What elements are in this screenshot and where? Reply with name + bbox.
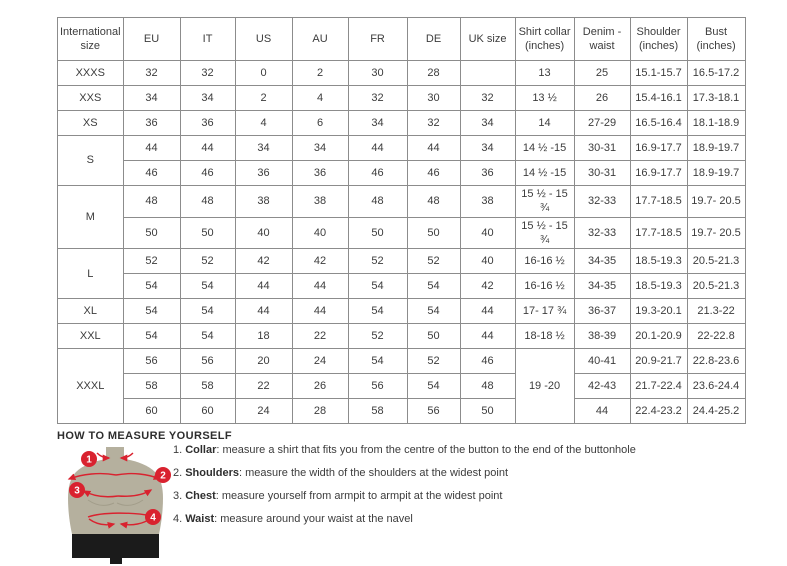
header-row bbox=[58, 18, 746, 61]
table-cell: 44 bbox=[123, 136, 180, 161]
table-cell: 36 bbox=[292, 161, 348, 186]
table-cell: 24 bbox=[235, 399, 292, 424]
table-cell: 0 bbox=[235, 61, 292, 86]
table-cell: 19.7- 20.5 bbox=[687, 217, 745, 249]
table-cell: 44 bbox=[348, 136, 407, 161]
table-cell: 16.5-16.4 bbox=[630, 111, 687, 136]
table-cell: 54 bbox=[180, 299, 235, 324]
table-cell: 14 bbox=[515, 111, 574, 136]
table-cell: 16.9-17.7 bbox=[630, 136, 687, 161]
marker-number-chest: 3 bbox=[74, 485, 80, 497]
step-number: 3. bbox=[173, 489, 183, 502]
table-cell: 52 bbox=[407, 249, 460, 274]
step-text: : measure a shirt that fits you from the centre of the button to the end of the buttonhole bbox=[216, 444, 636, 456]
table-cell: 18.5-19.3 bbox=[630, 249, 687, 274]
table-cell: 46 bbox=[348, 161, 407, 186]
header-cell: Shoulder (inches) bbox=[630, 18, 687, 61]
table-cell: 56 bbox=[407, 399, 460, 424]
table-cell: 58 bbox=[348, 399, 407, 424]
table-cell: 34 bbox=[460, 111, 515, 136]
step-text: : measure the width of the shoulders at the widest point bbox=[238, 466, 509, 479]
table-cell: 44 bbox=[180, 136, 235, 161]
table-cell: 54 bbox=[348, 299, 407, 324]
header-cell: US bbox=[235, 18, 292, 61]
table-cell: 15 ½ - 15 ¾ bbox=[515, 217, 574, 249]
table-cell: 32 bbox=[460, 86, 515, 111]
table-cell: 36 bbox=[180, 111, 235, 136]
table-cell: 20.9-21.7 bbox=[630, 349, 687, 374]
table-cell: 44 bbox=[460, 324, 515, 349]
table-cell: 40 bbox=[292, 217, 348, 249]
table-cell: 4 bbox=[292, 86, 348, 111]
header-cell: AU bbox=[292, 18, 348, 61]
table-cell: 52 bbox=[348, 324, 407, 349]
measure-step-waist bbox=[173, 512, 636, 528]
marker-number-collar: 1 bbox=[86, 454, 92, 466]
table-row bbox=[58, 217, 746, 249]
table-cell: 38 bbox=[292, 186, 348, 218]
table-cell: 40-41 bbox=[574, 349, 630, 374]
table-cell: 17- 17 ¾ bbox=[515, 299, 574, 324]
table-cell: 19.7- 20.5 bbox=[687, 186, 745, 218]
table-cell: 40 bbox=[460, 249, 515, 274]
table-cell: 54 bbox=[407, 374, 460, 399]
size-chart-table bbox=[57, 17, 746, 424]
table-cell: XXS bbox=[58, 86, 124, 111]
table-cell: 46 bbox=[407, 161, 460, 186]
table-cell: 24.4-25.2 bbox=[687, 399, 745, 424]
table-cell: 18.5-19.3 bbox=[630, 274, 687, 299]
table-cell: 34 bbox=[235, 136, 292, 161]
table-cell: 46 bbox=[123, 161, 180, 186]
table-cell: 18.9-19.7 bbox=[687, 161, 745, 186]
table-cell: 2 bbox=[235, 86, 292, 111]
table-row bbox=[58, 274, 746, 299]
table-cell: 42 bbox=[292, 249, 348, 274]
step-number: 4. bbox=[173, 512, 183, 525]
table-cell: 34 bbox=[460, 136, 515, 161]
table-cell: 50 bbox=[407, 324, 460, 349]
table-cell: 40 bbox=[235, 217, 292, 249]
table-cell: 54 bbox=[348, 274, 407, 299]
step-text: : measure yourself from armpit to armpit at the widest point bbox=[215, 489, 503, 502]
table-cell: 36 bbox=[460, 161, 515, 186]
table-cell: 34 bbox=[348, 111, 407, 136]
table-cell: XL bbox=[58, 299, 124, 324]
table-cell: 13 bbox=[515, 61, 574, 86]
step-label: Chest bbox=[185, 489, 216, 502]
table-cell: 32-33 bbox=[574, 217, 630, 249]
table-cell: 54 bbox=[123, 324, 180, 349]
table-cell: 38-39 bbox=[574, 324, 630, 349]
measurement-figure bbox=[60, 446, 173, 566]
table-cell: 46 bbox=[460, 349, 515, 374]
table-row bbox=[58, 161, 746, 186]
header-cell: Denim - waist bbox=[574, 18, 630, 61]
table-cell: 25 bbox=[574, 61, 630, 86]
table-cell: 22-22.8 bbox=[687, 324, 745, 349]
table-cell: 54 bbox=[180, 324, 235, 349]
table-row bbox=[58, 111, 746, 136]
measure-steps-list bbox=[173, 443, 636, 535]
header-cell: Shirt collar (inches) bbox=[515, 18, 574, 61]
table-cell: 30 bbox=[407, 86, 460, 111]
table-cell: 42-43 bbox=[574, 374, 630, 399]
step-label: Shoulders bbox=[185, 466, 239, 479]
table-cell: 30-31 bbox=[574, 161, 630, 186]
table-cell: 52 bbox=[180, 249, 235, 274]
measure-step-shoulders bbox=[173, 466, 636, 482]
table-cell: 34 bbox=[123, 86, 180, 111]
table-cell bbox=[460, 61, 515, 86]
table-cell: 52 bbox=[123, 249, 180, 274]
header-cell: FR bbox=[348, 18, 407, 61]
table-cell: XXL bbox=[58, 324, 124, 349]
table-row bbox=[58, 399, 746, 424]
table-cell: 50 bbox=[407, 217, 460, 249]
table-cell: 22 bbox=[292, 324, 348, 349]
table-cell: 42 bbox=[235, 249, 292, 274]
table-cell: 44 bbox=[407, 136, 460, 161]
step-number: 1. bbox=[173, 444, 183, 456]
table-cell: 56 bbox=[123, 349, 180, 374]
table-cell: 52 bbox=[407, 349, 460, 374]
table-cell: 24 bbox=[292, 349, 348, 374]
table-cell: 32-33 bbox=[574, 186, 630, 218]
mannequin-torso bbox=[68, 447, 163, 564]
table-cell: 17.7-18.5 bbox=[630, 217, 687, 249]
table-cell: 28 bbox=[407, 61, 460, 86]
table-cell: 38 bbox=[235, 186, 292, 218]
table-cell: 34-35 bbox=[574, 249, 630, 274]
header-cell: DE bbox=[407, 18, 460, 61]
table-row bbox=[58, 324, 746, 349]
table-cell: 50 bbox=[348, 217, 407, 249]
step-number: 2. bbox=[173, 466, 183, 479]
table-cell: XXXS bbox=[58, 61, 124, 86]
table-cell: 16.9-17.7 bbox=[630, 161, 687, 186]
size-chart-header-row bbox=[58, 18, 746, 61]
table-cell: 54 bbox=[407, 299, 460, 324]
table-cell: 48 bbox=[180, 186, 235, 218]
table-cell: 36 bbox=[235, 161, 292, 186]
table-row bbox=[58, 86, 746, 111]
table-cell: S bbox=[58, 136, 124, 186]
table-cell: 54 bbox=[123, 299, 180, 324]
table-cell: 48 bbox=[123, 186, 180, 218]
table-row bbox=[58, 299, 746, 324]
table-cell: 40 bbox=[460, 217, 515, 249]
table-cell: 20.1-20.9 bbox=[630, 324, 687, 349]
table-cell: 56 bbox=[348, 374, 407, 399]
table-cell: 14 ½ -15 bbox=[515, 136, 574, 161]
table-row bbox=[58, 136, 746, 161]
table-cell: 15 ½ - 15 ¾ bbox=[515, 186, 574, 218]
table-cell: 52 bbox=[348, 249, 407, 274]
table-cell: 21.7-22.4 bbox=[630, 374, 687, 399]
header-cell: EU bbox=[123, 18, 180, 61]
table-cell: 14 ½ -15 bbox=[515, 161, 574, 186]
table-cell: 44 bbox=[292, 299, 348, 324]
table-cell: 20.5-21.3 bbox=[687, 249, 745, 274]
marker-number-waist: 4 bbox=[150, 512, 156, 524]
table-cell: 18 bbox=[235, 324, 292, 349]
table-cell: 18-18 ½ bbox=[515, 324, 574, 349]
table-cell: 60 bbox=[180, 399, 235, 424]
table-cell: 38 bbox=[460, 186, 515, 218]
table-cell: 34 bbox=[180, 86, 235, 111]
mannequin-shorts bbox=[72, 534, 159, 564]
table-cell: 32 bbox=[123, 61, 180, 86]
table-cell: 16-16 ½ bbox=[515, 249, 574, 274]
header-cell: International size bbox=[58, 18, 124, 61]
table-row bbox=[58, 249, 746, 274]
step-text: : measure around your waist at the navel bbox=[214, 512, 413, 525]
measure-step-chest bbox=[173, 489, 636, 505]
table-cell: 54 bbox=[407, 274, 460, 299]
table-cell: 58 bbox=[123, 374, 180, 399]
table-cell: 34 bbox=[292, 136, 348, 161]
table-cell: 44 bbox=[292, 274, 348, 299]
size-chart-body bbox=[58, 61, 746, 424]
table-cell: 23.6-24.4 bbox=[687, 374, 745, 399]
table-row bbox=[58, 186, 746, 218]
table-cell: 22.8-23.6 bbox=[687, 349, 745, 374]
table-row bbox=[58, 349, 746, 374]
table-cell: 15.1-15.7 bbox=[630, 61, 687, 86]
table-cell: 4 bbox=[235, 111, 292, 136]
table-cell: 30-31 bbox=[574, 136, 630, 161]
table-cell: 18.9-19.7 bbox=[687, 136, 745, 161]
table-cell: L bbox=[58, 249, 124, 299]
measure-section-title: HOW TO MEASURE YOURSELF bbox=[57, 430, 233, 442]
table-cell: 56 bbox=[180, 349, 235, 374]
marker-number-shoulders: 2 bbox=[160, 470, 166, 482]
table-cell: 54 bbox=[123, 274, 180, 299]
table-cell: 17.7-18.5 bbox=[630, 186, 687, 218]
table-cell: 54 bbox=[348, 349, 407, 374]
table-cell: 28 bbox=[292, 399, 348, 424]
table-cell: 48 bbox=[407, 186, 460, 218]
table-cell: 58 bbox=[180, 374, 235, 399]
table-row bbox=[58, 61, 746, 86]
table-cell: 16-16 ½ bbox=[515, 274, 574, 299]
table-cell: 20 bbox=[235, 349, 292, 374]
table-cell: 19 -20 bbox=[515, 349, 574, 424]
header-cell: Bust (inches) bbox=[687, 18, 745, 61]
table-cell: 36-37 bbox=[574, 299, 630, 324]
header-cell: UK size bbox=[460, 18, 515, 61]
table-cell: 50 bbox=[180, 217, 235, 249]
table-cell: 16.5-17.2 bbox=[687, 61, 745, 86]
table-cell: 44 bbox=[235, 299, 292, 324]
table-cell: 30 bbox=[348, 61, 407, 86]
table-cell: 50 bbox=[123, 217, 180, 249]
measure-step-collar bbox=[173, 443, 636, 459]
table-cell: 46 bbox=[180, 161, 235, 186]
table-cell: XXXL bbox=[58, 349, 124, 424]
table-cell: 22 bbox=[235, 374, 292, 399]
table-row bbox=[58, 374, 746, 399]
table-cell: 18.1-18.9 bbox=[687, 111, 745, 136]
table-cell: 2 bbox=[292, 61, 348, 86]
table-cell: 42 bbox=[460, 274, 515, 299]
table-cell: 26 bbox=[292, 374, 348, 399]
mannequin-illustration bbox=[60, 446, 173, 566]
table-cell: 48 bbox=[348, 186, 407, 218]
table-cell: 6 bbox=[292, 111, 348, 136]
step-label: Collar bbox=[185, 444, 217, 456]
table-cell: 50 bbox=[460, 399, 515, 424]
table-cell: 13 ½ bbox=[515, 86, 574, 111]
table-cell: 32 bbox=[348, 86, 407, 111]
table-cell: 32 bbox=[180, 61, 235, 86]
table-cell: 21.3-22 bbox=[687, 299, 745, 324]
table-cell: 60 bbox=[123, 399, 180, 424]
table-cell: 20.5-21.3 bbox=[687, 274, 745, 299]
table-cell: 22.4-23.2 bbox=[630, 399, 687, 424]
table-cell: 26 bbox=[574, 86, 630, 111]
table-cell: 19.3-20.1 bbox=[630, 299, 687, 324]
table-cell: 34-35 bbox=[574, 274, 630, 299]
step-label: Waist bbox=[185, 512, 215, 525]
table-cell: 54 bbox=[180, 274, 235, 299]
table-cell: M bbox=[58, 186, 124, 249]
table-cell: 15.4-16.1 bbox=[630, 86, 687, 111]
table-cell: 44 bbox=[235, 274, 292, 299]
table-cell: 32 bbox=[407, 111, 460, 136]
table-cell: 44 bbox=[574, 399, 630, 424]
table-cell: 17.3-18.1 bbox=[687, 86, 745, 111]
table-cell: XS bbox=[58, 111, 124, 136]
table-cell: 48 bbox=[460, 374, 515, 399]
table-cell: 27-29 bbox=[574, 111, 630, 136]
table-cell: 36 bbox=[123, 111, 180, 136]
size-chart-section bbox=[57, 17, 746, 424]
header-cell: IT bbox=[180, 18, 235, 61]
table-cell: 44 bbox=[460, 299, 515, 324]
